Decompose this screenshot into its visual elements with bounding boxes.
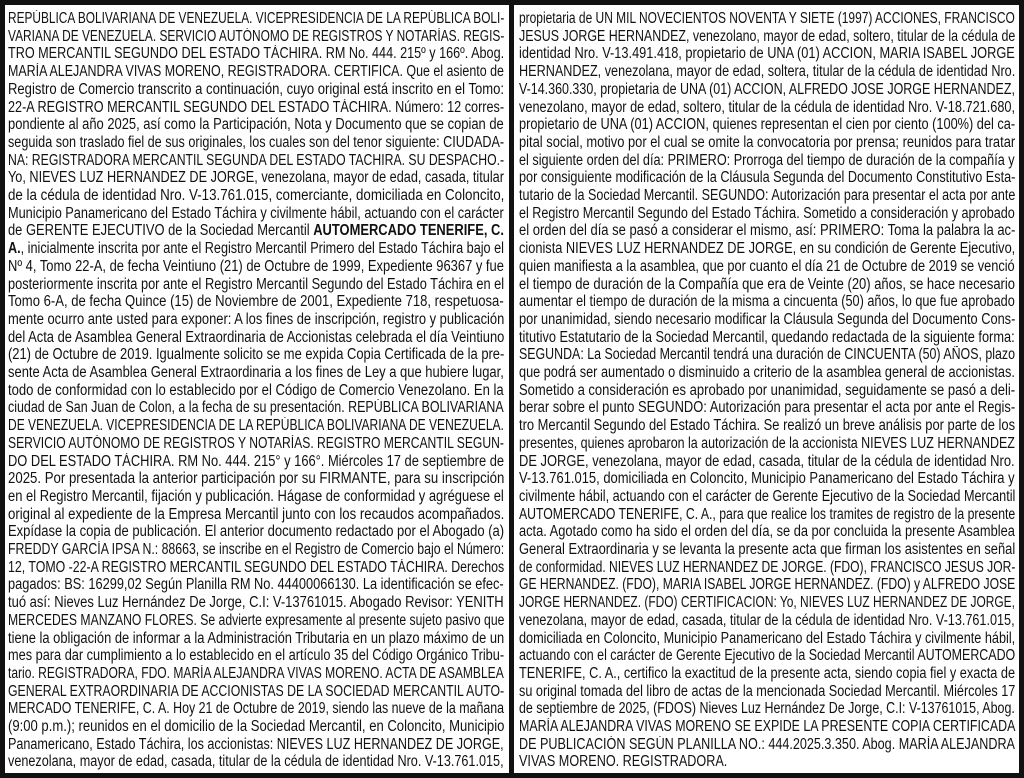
text-line-content: cionista NIEVES LUZ HERNANDEZ DE JORGE, en su condición de Gerente Ejecutivo,: [519, 240, 1016, 258]
text-line: [519, 470, 1024, 488]
text-line: [519, 523, 1024, 541]
text-line: [519, 45, 1024, 63]
text-line: [8, 187, 584, 205]
text-line-content: acta. Agotado como ha sido el orden del día, se da por concluida la presente Asamblea: [519, 523, 1015, 541]
text-line: [519, 10, 1024, 28]
text-line: [519, 594, 1024, 612]
text-line-content: JESUS JORGE HERNANDEZ, venezolano, mayor de edad, soltero, titular de la cédula de: [519, 27, 1016, 45]
text-line-content: tario. REGISTRADORA, FDO. MARÍA ALEJANDRA VIVAS MORENO. ACTA DE ASAMBLEA: [8, 664, 504, 682]
text-line: [519, 576, 1024, 594]
text-line: [8, 293, 596, 311]
text-line-content: DE JORGE, venezolana, mayor de edad, casada, titular de la cédula de identidad Nro.: [519, 452, 1015, 470]
text-line-content: NA: REGISTRADORA MERCANTIL SEGUNDA DEL ESTADO TACHIRA. SU DESPACHO.-: [8, 151, 505, 169]
text-line: [8, 718, 596, 736]
text-line-content: pital social, motivo por el cual se omite la convocatoria por prensa; reunidos para tratar: [519, 133, 1016, 151]
text-line-content: venezolana, mayor de edad, casada, titular de la cédula de identidad Nro. V-13.761.015,: [8, 753, 504, 771]
text-line: [519, 506, 1024, 524]
text-line: [519, 753, 775, 771]
text-line-content: JORGE HERNANDEZ. (FDO) CERTIFICACION: Yo, NIEVES LUZ HERNANDEZ DE JORGE,: [519, 594, 1015, 612]
text-line-content: VARIANA DE VENEZUELA. SERVICIO AUTÓNOMO DE REGISTROS Y NOTARÍAS. REGIS-: [8, 27, 505, 45]
text-line-content: (9:00 p.m.); reunidos en el domicilio de la Sociedad Mercantil, en Coloncito, Municipio: [8, 718, 505, 735]
text-line: [519, 152, 1024, 170]
text-line: [519, 293, 1024, 311]
text-line: [8, 506, 591, 524]
company-name-bold: A.: [8, 240, 21, 258]
text-line-content: en el Registro Mercantil, fijación y publicación. Hágase de conformidad y agréguese el: [8, 487, 504, 505]
text-line-content: pagados: BS: 16299,02 Según Planilla RM No. 44400066130. La identificación se efec-: [8, 576, 504, 594]
text-line-content: todo de conformidad con lo establecido por el Código de Comercio Venezolano. En la: [8, 381, 504, 399]
text-line-content: Tomo 6-A, de fecha Quince (15) de Noviembre de 2001, Expediente 718, respetuosa-: [8, 293, 504, 311]
left-column: [5, 5, 509, 773]
text-line-content: quien manifiesta a la asamblea, que por cuanto el día 21 de Octubre de 2019 se venció: [519, 257, 1015, 275]
text-line-content: tro Mercantil Segundo del Estado Táchira. Se realizó un breve análisis por parte de los: [519, 417, 1016, 435]
text-line-content: del Acta de Asamblea General Extraordinaria de Accionistas celebrada el día Veintiuno: [8, 328, 505, 346]
text-line: [519, 435, 1024, 453]
text-line-content: DE VENEZUELA. VICEPRESIDENCIA DE LA REPÚBLICA BOLIVARIANA DE VENEZUELA.: [8, 417, 504, 435]
text-line-content: civilmente hábil, actuando con el carácter de Gerente Ejecutivo de la Sociedad Mercantil: [519, 487, 1016, 505]
text-line: [519, 736, 1024, 754]
text-line: [519, 488, 1024, 506]
text-line: [519, 346, 1024, 364]
text-line-content: posteriormente inscrita por ante el Registro Mercantil Segundo del Estado Táchira en el: [8, 275, 505, 293]
text-line-content: que podrá ser aumentado o disminuido a criterio de la asamblea general de accionistas.: [519, 364, 1015, 381]
text-line: [519, 116, 1024, 134]
text-line-content: tiene la obligación de informar a la Administración Tributaria en un plazo máximo de un: [8, 629, 505, 647]
text-line-content: sente Acta de Asamblea General Extraordinaria a los fines de Ley a que hubiere lugar,: [8, 364, 504, 381]
text-line-content: 2025. Por presentada la anterior participación por su FIRMANTE, para su inscripción: [8, 470, 505, 488]
text-line-content: pondiente al año 2025, así como la Participación, Nota y Documento que se copian de: [8, 116, 504, 134]
text-line-content: V-13.761.015, domiciliada en Coloncito, Municipio Panamericano del Estado Táchira y: [519, 470, 1015, 488]
text-segment: de GERENTE EJECUTIVO de la Sociedad Mercantil: [8, 222, 314, 240]
text-line-content: Yo, NIEVES LUZ HERNANDEZ DE JORGE, venezolana, mayor de edad, casada, titular: [8, 169, 504, 187]
text-line: [519, 222, 1024, 240]
text-line: [519, 612, 1024, 630]
text-line-content: propietaria de UN MIL NOVECIENTOS NOVENTA Y SIETE (1997) ACCIONES, FRANCISCO: [519, 10, 1015, 27]
text-line-content: SERVICIO AUTÓNOMO DE REGISTROS Y NOTARÍAS. REGISTRO MERCANTIL SEGUN-: [8, 434, 504, 452]
text-line-content: aumentar el tiempo de duración de la misma a cincuenta (50) años, lo que fue aprobado: [519, 293, 1015, 311]
right-column: [514, 5, 1019, 773]
text-line-content: [8, 240, 504, 258]
text-line-content: de la cédula de identidad Nro. V-13.761.015, comerciante, domiciliada en Coloncito,: [8, 187, 505, 204]
text-line-content: MARÍA ALEJANDRA VIVAS MORENO SE EXPIDE LA PRESENTE COPIA CERTIFICADA: [519, 718, 1016, 735]
text-line: [8, 382, 596, 400]
text-line-content: Panamericano, Estado Táchira, los accionistas: NIEVES LUZ HERNANDEZ DE JORGE,: [8, 735, 504, 753]
text-line: [519, 63, 1024, 81]
text-line: [8, 116, 602, 134]
text-line: [519, 329, 1024, 347]
company-name-bold: AUTOMERCADO TENERIFE, C.: [313, 222, 504, 240]
text-line: [519, 399, 1024, 417]
text-line: [519, 417, 1024, 435]
text-line: [519, 134, 1024, 152]
text-line-content: Expídase la copia de publicación. El anterior documento redactado por el Abogado (a): [8, 523, 505, 541]
text-line-content: de conformidad. NIEVES LUZ HERNANDEZ DE JORGE. (FDO), FRANCISCO JESUS JOR-: [519, 558, 1016, 576]
text-line-content: mente ocurro ante usted para exponer: A los fines de inscripción, registro y publicación: [8, 310, 505, 328]
text-line-content: tuó así: Nieves Luz Hernández De Jorge, C.I: V-13761015. Abogado Revisor: YENITH: [8, 594, 504, 612]
text-line-content: GENERAL EXTRAORDINARIA DE ACCIONISTAS DE LA SOCIEDAD MERCANTIL AUTO-: [8, 682, 505, 700]
text-line-content: su original tomada del libro de actas de la mencionada Sociedad Mercantil. Miércoles 17: [519, 682, 1016, 700]
text-line: [519, 665, 1024, 683]
text-line-content: seguida son traslado fiel de sus originales, los cuales son del tenor siguiente: CIUDADA-: [8, 133, 505, 151]
text-line: [519, 453, 1024, 471]
text-line-content: Nº 4, Tomo 22-A, de fecha Veintiuno (21) de Octubre de 1999, Expediente 96367 y fue: [8, 257, 504, 275]
text-line-content: titutivo Estatutario de la Sociedad Mercantil, quedando redactada de la siguiente forma:: [519, 328, 1015, 346]
text-line: [8, 523, 599, 541]
text-line-content: MERCEDES MANZANO FLORES. Se advierte expresamente al presente sujeto pasivo que: [8, 611, 505, 629]
text-line: [8, 470, 590, 488]
text-line-content: DO DEL ESTADO TÁCHIRA. RM No. 444. 215° y 166°. Miércoles 17 de septiembre de: [8, 452, 505, 470]
text-line-content: tutario de la Sociedad Mercantil. SEGUNDO: Autorización para presentar el acta por ante: [519, 187, 1016, 204]
text-line: [519, 630, 1024, 648]
text-line-content: presentes, quienes aprobaron la autorización de la accionista NIEVES LUZ HERNANDEZ: [519, 434, 1015, 452]
text-line-content: Municipio Panamericano del Estado Táchira y civilmente hábil, actuando con el carácter: [8, 204, 504, 222]
text-line: [519, 700, 1024, 718]
text-line-content: por unanimidad, siendo necesario modificar la Cláusula Segunda del Documento Cons-: [519, 310, 1016, 328]
text-line: [8, 364, 601, 382]
text-line-content: 22-A REGISTRO MERCANTIL SEGUNDO DEL ESTADO TÁCHIRA. Número: 12 corres-: [8, 98, 505, 116]
text-line: [519, 683, 1024, 701]
text-line: [519, 276, 1024, 294]
text-line: [519, 99, 1024, 117]
text-line: [519, 28, 1024, 46]
text-line-content: venezolana, mayor de edad, casada, titular de la cédula de identidad Nro. V-13.761.015,: [519, 611, 1015, 629]
text-line-content: VIVAS MORENO. REGISTRADORA.: [519, 753, 728, 771]
text-line-content: el siguiente orden del día: PRIMERO: Prorroga del tiempo de duración de la compañía y: [519, 151, 1015, 169]
text-line: [519, 364, 1024, 382]
text-line: [519, 240, 1024, 258]
text-line-content: SEGUNDA: La Sociedad Mercantil tendrá una duración de CINCUENTA (50) AÑOS, plazo: [519, 346, 1015, 364]
text-line: [519, 559, 1024, 577]
text-line-content: mes para dar cumplimiento a lo establecido en el artículo 35 del Código Orgánico Tribu-: [8, 647, 505, 665]
text-line: [519, 718, 1024, 736]
text-line-content: TENERIFE, C. A., certifico la exactitud de la presente acta, siendo copia fiel y exacta de: [519, 664, 1016, 682]
text-line: [519, 311, 1024, 329]
text-line-content: ciudad de San Juan de Colon, a la fecha de su presentación. REPÚBLICA BOLIVARIANA: [8, 399, 504, 417]
text-line-content: el tiempo de duración de la Compañía que era de Veinte (20) años, se hace necesario: [519, 275, 1015, 293]
text-line-content: venezolano, mayor de edad, soltero, titular de la cédula de identidad Nro. V-18.721.680,: [519, 98, 1016, 116]
text-line: [8, 594, 600, 612]
text-line: [519, 187, 1024, 205]
text-line-content: propietario de UNA (01) ACCION, quienes representan el cien por ciento (100%) del ca-: [519, 116, 1016, 134]
text-line-content: actuando con el carácter de Gerente Ejecutivo de la Sociedad Mercantil AUTOMERCADO: [519, 647, 1016, 665]
text-line-content: MERCADO TENERIFE, C. A. Hoy 21 de Octubre de 2019, siendo las nueve de la mañana: [8, 700, 505, 718]
text-line: [519, 541, 1024, 559]
text-line: [519, 647, 1024, 665]
text-line-content: el orden del día se pasó a considerar el mismo, así: PRIMERO: Toma la palabra la ac-: [519, 222, 1016, 240]
text-line: [8, 81, 597, 99]
text-line-content: AUTOMERCADO TENERIFE, C. A., para que realice los tramites de registro de la presente: [519, 505, 1016, 523]
text-line-content: V-14.360.330, propietaria de UNA (01) ACCION, ALFREDO JOSE JORGE HERNANDEZ,: [519, 80, 1015, 98]
text-line: [8, 258, 602, 276]
text-line-content: DE PUBLICACIÓN SEGÚN PLANILLA NO.: 444.2025.3.350. Abog. MARÍA ALEJANDRA: [519, 735, 1015, 753]
text-line-content: domiciliada en Coloncito, Municipio Panamericano del Estado Táchira y civilmente hábil,: [519, 629, 1016, 647]
text-line-content: el Registro Mercantil Segundo del Estado Táchira. Sometido a consideración y aprobado: [519, 204, 1015, 222]
text-line-content: berar sobre el punto SEGUNDO: Autorización para presentar el acta por ante el Regis-: [519, 399, 1016, 417]
text-line-content: GE HERNANDEZ. (FDO), MARIA ISABEL JORGE HERNANDEZ. (FDO) y ALFREDO JOSE: [519, 576, 1016, 594]
text-line-content: FREDDY GARCÍA IPSA N.: 88663, se inscribe en el Registro de Comercio bajo el Número:: [8, 541, 505, 558]
text-line: [519, 81, 1024, 99]
text-line-content: identidad Nro. V-13.491.418, propietario de UNA (01) ACCION, MARIA ISABEL JORGE: [519, 45, 1015, 63]
text-line: [519, 169, 1024, 187]
text-line-content: Registro de Comercio transcrito a continuación, cuyo original está inscrito en el Tomo:: [8, 80, 504, 98]
text-line-content: (21) de Octubre de 2019. Igualmente solicito se me expida Copia Certificada de la pre-: [8, 346, 505, 364]
text-line-content: TRO MERCANTIL SEGUNDO DEL ESTADO TÁCHIRA. RM No. 444. 215º y 166º. Abog.: [8, 45, 505, 63]
text-line-content: [8, 222, 504, 240]
text-line: [519, 205, 1024, 223]
text-line-content: de septiembre de 2025, (FDOS) Nieves Luz Hernández De Jorge, C.I: V-13761015, Abog.: [519, 700, 1015, 718]
text-line-content: original al expediente de la Empresa Mercantil junto con los recaudos acompañados.: [8, 505, 505, 523]
text-line: [519, 258, 1024, 276]
text-line-content: General Extraordinaria y se levanta la presente acta que firman los asistentes en señal: [519, 541, 1016, 558]
text-line-content: por consiguiente modificación de la Cláusula Segunda del Documento Constitutivo Esta-: [519, 169, 1016, 187]
text-line-content: Sometido a consideración es aprobado por unanimidad, seguidamente se pasó a deli-: [519, 381, 1016, 399]
text-line-content: MARÍA ALEJANDRA VIVAS MORENO, REGISTRADORA. CERTIFICA. Que el asiento de: [8, 63, 504, 81]
text-line-content: REPÚBLICA BOLIVARIANA DE VENEZUELA. VICEPRESIDENCIA DE LA REPÚBLICA BOLI-: [8, 10, 505, 27]
text-line-content: HERNANDEZ, venezolana, mayor de edad, soltera, titular de la cédula de identidad Nro.: [519, 63, 1016, 81]
text-line: [8, 488, 601, 506]
text-line-content: 12, TOMO -22-A REGISTRO MERCANTIL SEGUNDO DEL ESTADO TÁCHIRA. Derechos: [8, 558, 505, 576]
text-segment: , inicialmente inscrita por ante el Registro Mercantil Primero del Estado Táchira bajo el: [20, 240, 504, 258]
text-line: [519, 382, 1024, 400]
